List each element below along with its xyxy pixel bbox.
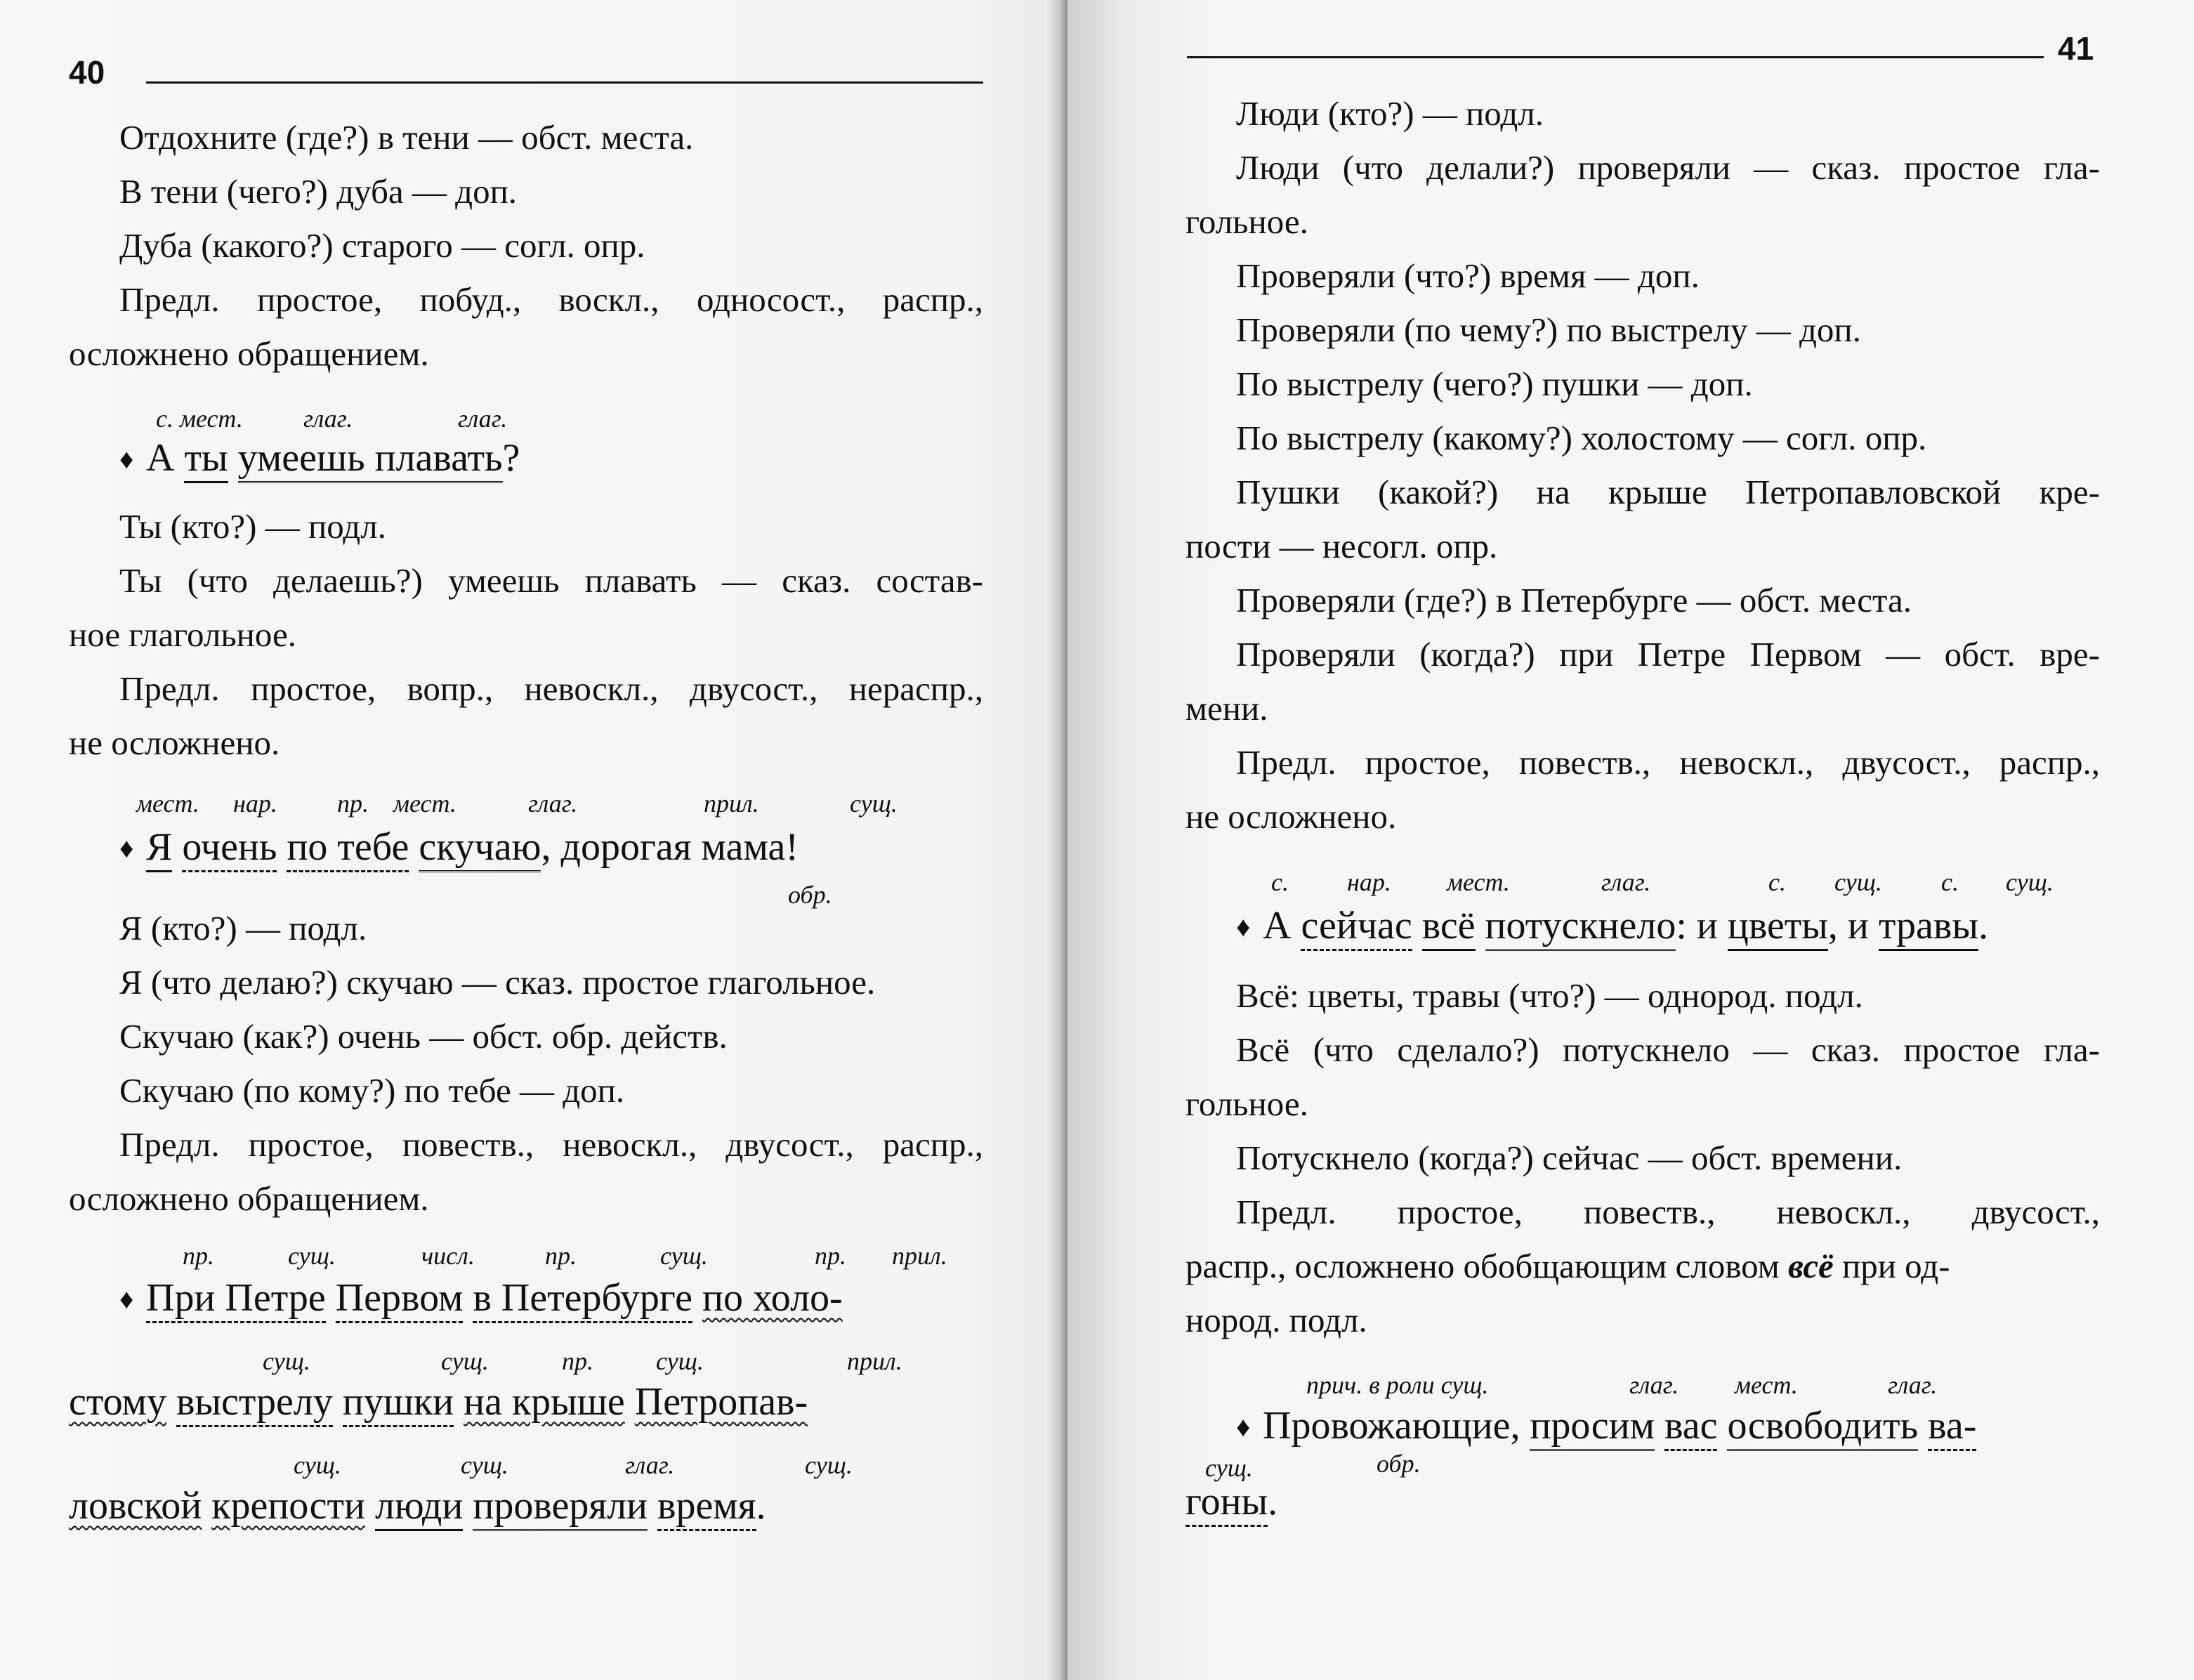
punct: . [1268,1480,1278,1523]
text-fragment: при од- [1833,1247,1950,1285]
space [463,1484,473,1528]
space [648,1484,657,1528]
example-sentence-1 [119,434,520,483]
pos-label: пр. [815,1242,846,1270]
subject-word: люди [375,1484,463,1531]
pos-label: сущ. [1205,1454,1253,1482]
text-line: Всё (что сделало?) потускнело — сказ. простое гла- [1236,1030,2100,1069]
space [463,1276,473,1320]
left-page [0,0,1068,1680]
pos-label: сущ. [441,1347,489,1375]
text-line: Проверяли (когда?) при Петре Первом — обст. вре- [1236,635,2100,674]
text-line: Предл. простое, побуд., воскл., односост., распр., [119,280,983,319]
predicate-word: скучаю [419,825,541,872]
pos-label: сущ. [1834,868,1882,896]
text-line: Потускнело (когда?) сейчас — обст. времени. [1236,1138,1903,1177]
address-words: дорогая мама! [560,825,799,869]
pos-label: сущ. [805,1451,853,1479]
circumstance-words: в Петербурге [473,1276,692,1323]
subject-word: травы [1879,904,1978,951]
text-line: Проверяли (что?) время — доп. [1236,256,1700,295]
predicate-word: проверяли [473,1484,648,1531]
pos-label: сущ. [288,1242,336,1270]
punct: , [541,825,551,869]
text-line: Предл. простое, повеств., невоскл., двусост., [1236,1193,2100,1231]
text-line: Люди (кто?) — подл. [1236,94,1544,133]
emphasized-word: всё [1787,1247,1834,1285]
example-sentence-3a [119,1274,843,1323]
pos-label: сущ. [294,1451,341,1479]
attribute-word: ловской [69,1484,202,1528]
punct: . [756,1484,766,1528]
space [166,1380,176,1424]
object-words: по тебе [287,825,409,872]
pos-label: мест. [393,789,456,818]
pos-label: глаг. [625,1451,675,1479]
pos-label: прил. [892,1242,947,1270]
word: А [1263,904,1292,947]
pos-label: глаг. [1629,1371,1679,1399]
predicate-word: просим [1530,1404,1655,1451]
text-line: По выстрелу (какому?) холостому — согл. опр. [1236,419,1927,457]
pos-label: пр. [545,1242,577,1270]
pos-label: прил. [704,789,759,818]
pos-label: глаг. [1888,1371,1938,1399]
text-line: Ты (что делаешь?) умеешь плавать — сказ. состав- [119,561,983,600]
object-word: вас [1664,1404,1717,1451]
space [454,1380,464,1424]
bullet-icon: ♦ [119,443,134,475]
pos-label: нар. [1347,868,1391,896]
punct: . [1978,904,1988,947]
text-line: Предл. простое, повеств., невоскл., двусост., распр., [1236,743,2100,782]
text-line: Предл. простое, вопр., невоскл., двусост., нераспр., [119,669,983,708]
space [692,1276,702,1320]
predicate-words: умеешь плавать [238,436,503,483]
text-line: нород. подл. [1185,1301,1367,1339]
text-line: не осложнено. [69,723,280,762]
text-line: Я (кто?) — подл. [119,909,367,947]
pos-label: с. мест. [156,405,243,433]
text-line: гольное. [1185,202,1308,241]
attribute-words: на крыше [464,1380,625,1424]
text-line: Дуба (какого?) старого — согл. опр. [119,226,645,265]
circumstance-words: Первом [336,1276,464,1323]
text-line: Скучаю (как?) очень — обст. обр. действ. [119,1017,728,1056]
pos-label: обр. [1377,1450,1421,1478]
example-sentence-3c [69,1482,766,1530]
pos-label: глаг. [1601,868,1651,896]
text-line: Ты (кто?) — подл. [119,507,386,546]
pos-label: пр. [183,1242,214,1270]
text-line: В тени (чего?) дуба — доп. [119,172,518,211]
text-line: гольное. [1185,1084,1308,1123]
circumstance-word: очень [182,825,277,872]
pos-label: глаг. [303,405,353,433]
text-line: ное глагольное. [69,615,296,654]
object-word: выстрелу [176,1380,333,1427]
pos-label: с. [1768,868,1786,896]
page-number-left: 40 [69,54,105,91]
pos-label: мест. [136,789,199,818]
pos-label: с. [1271,868,1289,896]
space [326,1276,336,1320]
bullet-icon: ♦ [1236,1411,1251,1443]
punct: , и [1827,904,1869,947]
pos-label: прич. в роли сущ. [1306,1371,1489,1399]
bullet-icon: ♦ [1236,911,1251,943]
pos-label: сущ. [461,1451,508,1479]
space [202,1484,211,1528]
pos-label: обр. [788,881,832,909]
object-word: гоны [1185,1480,1268,1527]
punct: , [1510,1404,1520,1448]
text-line: осложнено обращением. [69,334,429,373]
pos-label: сущ. [660,1242,708,1270]
text-line: Всё: цветы, травы (что?) — однород. подл. [1236,976,1863,1015]
example-sentence-5b [1185,1478,1277,1525]
attribute-word: Петропав- [634,1380,808,1424]
attribute-word: стому [69,1380,166,1424]
example-sentence-2 [119,823,799,872]
generalizing-word: всё [1422,904,1476,951]
word: А [146,436,175,480]
text-line: мени. [1185,689,1268,728]
subject-word: Я [146,825,172,872]
circumstance-words: При Петре [146,1276,326,1323]
text-line: Скучаю (по кому?) по тебе — доп. [119,1071,625,1110]
bullet-icon: ♦ [119,832,134,864]
text-line: Предл. простое, повеств., невоскл., двусост., распр., [119,1125,983,1164]
pos-label: пр. [337,789,369,818]
text-line: Я (что делаю?) скучаю — сказ. простое глагольное. [119,963,876,1002]
text-line: Проверяли (где?) в Петербурге — обст. места. [1236,581,1912,619]
bullet-icon: ♦ [119,1283,134,1315]
space [333,1380,343,1424]
text-line: пости — несогл. опр. [1185,527,1498,565]
predicate-word: освободить [1727,1404,1918,1451]
text-line [1185,1245,1950,1287]
subject-word: цветы [1728,904,1828,951]
text-line: Люди (что делали?) проверяли — сказ. простое гла- [1236,148,2100,187]
punct: : и [1676,904,1718,947]
pos-label: пр. [562,1347,593,1375]
pos-label: мест. [1447,868,1510,896]
header-rule-right [1187,56,2044,58]
text-line: Отдохните (где?) в тени — обст. места. [119,118,694,157]
text-line: По выстрелу (чего?) пушки — доп. [1236,365,1753,403]
pos-label: сущ. [2006,868,2054,896]
object-word: пушки [343,1380,454,1427]
text-line: Пушки (какой?) на крыше Петропавловской кре- [1236,473,2100,511]
object-word: ва- [1928,1404,1976,1451]
predicate-word: потускнело [1485,904,1676,951]
object-word: время [657,1484,756,1531]
text-line: осложнено обращением. [69,1179,429,1218]
text-line: Проверяли (по чему?) по выстрелу — доп. [1236,310,1861,349]
pos-label: сущ. [263,1347,310,1375]
pos-label: прил. [847,1347,902,1375]
pos-label: глаг. [458,405,508,433]
example-sentence-5a [1236,1402,1976,1451]
pos-label: нар. [233,789,277,818]
pos-label: числ. [421,1242,475,1270]
pos-label: сущ. [850,789,898,818]
page-number-right: 41 [2058,30,2094,67]
text-line: не осложнено. [1185,797,1397,836]
space [625,1380,635,1424]
punct: ? [502,436,520,480]
attribute-words: по холо- [702,1276,843,1320]
circumstance-word: сейчас [1301,904,1412,951]
header-rule-left [146,81,983,84]
pos-label: мест. [1735,1371,1798,1399]
space [365,1484,375,1528]
attribute-word: крепости [211,1484,365,1528]
pos-label: глаг. [528,789,578,818]
example-sentence-3b [69,1378,808,1426]
example-sentence-4 [1236,902,1988,951]
pos-label: сущ. [656,1347,704,1375]
right-page [1068,0,2194,1680]
pos-label: с. [1941,868,1959,896]
subject-word: ты [184,436,228,483]
address-word: Провожающие [1263,1404,1511,1448]
text-fragment: распр., осложнено обобщающим словом [1185,1247,1788,1285]
